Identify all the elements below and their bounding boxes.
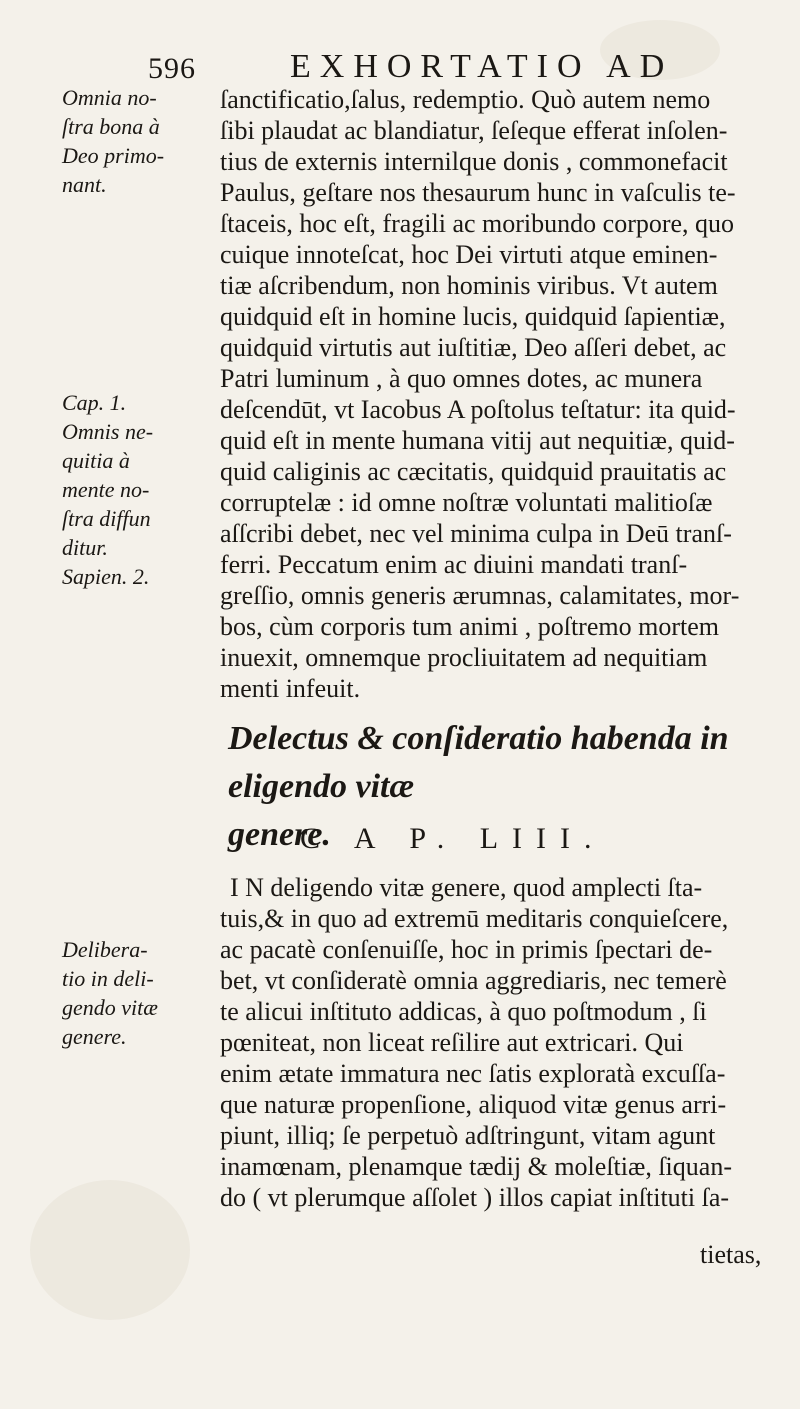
text-line: inamœnam, plenamque tædij & moleſtiæ, ſiquan- (220, 1152, 732, 1181)
text-line: quidquid virtutis aut iuſtitiæ, Deo aſſeri debet, ac (220, 333, 727, 362)
margin-note-line: ſtra diffun (62, 506, 151, 531)
text-line: tius de externis internilque donis , commonefacit (220, 147, 728, 176)
text-line: Paulus, geſtare nos thesaurum hunc in vaſculis te- (220, 178, 736, 207)
margin-note-line: mente no- (62, 477, 150, 502)
text-line: piunt, illiq; ſe perpetuò adſtringunt, vitam agunt (220, 1121, 716, 1150)
text-line: ac pacatè conſenuiſſe, hoc in primis ſpectari de- (220, 935, 713, 964)
text-line: Patri luminum , à quo omnes dotes, ac munera (220, 364, 703, 393)
margin-note-line: nant. (62, 172, 107, 197)
text-line: ſanctificatio,ſalus, redemptio. Quò autem nemo (220, 85, 711, 114)
text-line: quidquid eſt in homine lucis, quidquid ſapientiæ, (220, 302, 726, 331)
page-number: 596 (148, 52, 196, 85)
text-line: inuexit, omnemque procliuitatem ad nequitiam (220, 643, 708, 672)
text-line: menti infeuit. (220, 674, 361, 703)
text-line: pœniteat, non liceat reſilire aut extricari. Qui (220, 1028, 684, 1057)
running-title: EXHORTATIO AD (290, 48, 674, 85)
text-line: tiæ aſcribendum, non hominis viribus. Vt autem (220, 271, 718, 300)
text-line: que naturæ propenſione, aliquod vitæ genus arri- (220, 1090, 727, 1119)
text-line: I N deligendo vitæ genere, quod amplecti ſta- (230, 873, 703, 902)
margin-note-line: ditur. (62, 535, 108, 560)
text-line: ferri. Peccatum enim ac diuini mandati tranſ- (220, 550, 688, 579)
text-line: ſtaceis, hoc eſt, fragili ac moribundo corpore, quo (220, 209, 735, 238)
text-line: ſibi plaudat ac blandiatur, ſeſeque efferat inſolen- (220, 116, 728, 145)
text-line: cuique innoteſcat, hoc Dei virtuti atque eminen- (220, 240, 718, 269)
paragraph-2 (220, 872, 780, 1213)
paper-stain (30, 1180, 190, 1320)
margin-note-line: genere. (62, 1024, 127, 1049)
section-title-line: genere. (228, 816, 331, 853)
text-line: quid caliginis ac cæcitatis, quidquid prauitatis ac (220, 457, 727, 486)
margin-note-line: Deo primo- (62, 143, 165, 168)
paragraph-1 (220, 84, 780, 704)
text-line: aſſcribi debet, nec vel minima culpa in Deū tranſ- (220, 519, 732, 548)
text-line: deſcendūt, vt Iacobus A poſtolus teſtatur: ita quid- (220, 395, 736, 424)
margin-note-line: Delibera- (62, 937, 148, 962)
chapter-label: C A P. LIII. (300, 822, 606, 855)
text-line: do ( vt plerumque aſſolet ) illos capiat inſtituti ſa- (220, 1183, 730, 1212)
text-line: te alicui inſtituto addicas, à quo poſtmodum , ſi (220, 997, 707, 1026)
margin-note (62, 388, 212, 591)
text-line: enim ætate immatura nec ſatis exploratà excuſſa- (220, 1059, 726, 1088)
section-title-line: Delectus & conſideratio habenda in eligendo vitæ (228, 720, 729, 805)
margin-note-line: Omnis ne- (62, 419, 154, 444)
margin-note (62, 83, 212, 199)
margin-note-line: gendo vitæ (62, 995, 158, 1020)
text-line: bet, vt conſideratè omnia aggrediaris, nec temerè (220, 966, 727, 995)
margin-note-line: ſtra bona à (62, 114, 160, 139)
text-line: bos, cùm corporis tum animi , poſtremo mortem (220, 612, 719, 641)
catchword: tietas, (700, 1240, 762, 1269)
margin-note-line: tio in deli- (62, 966, 154, 991)
margin-note (62, 935, 212, 1051)
margin-note-line: Cap. 1. (62, 390, 127, 415)
margin-note-line: Sapien. 2. (62, 564, 150, 589)
margin-note-line: Omnia no- (62, 85, 157, 110)
text-line: tuis,& in quo ad extremū meditaris conquieſcere, (220, 904, 729, 933)
text-line: quid eſt in mente humana vitij aut nequitiæ, quid- (220, 426, 735, 455)
text-line: greſſio, omnis generis ærumnas, calamitates, mor- (220, 581, 740, 610)
margin-note-line: quitia à (62, 448, 130, 473)
text-line: corruptelæ : id omne noſtræ voluntati malitioſæ (220, 488, 713, 517)
